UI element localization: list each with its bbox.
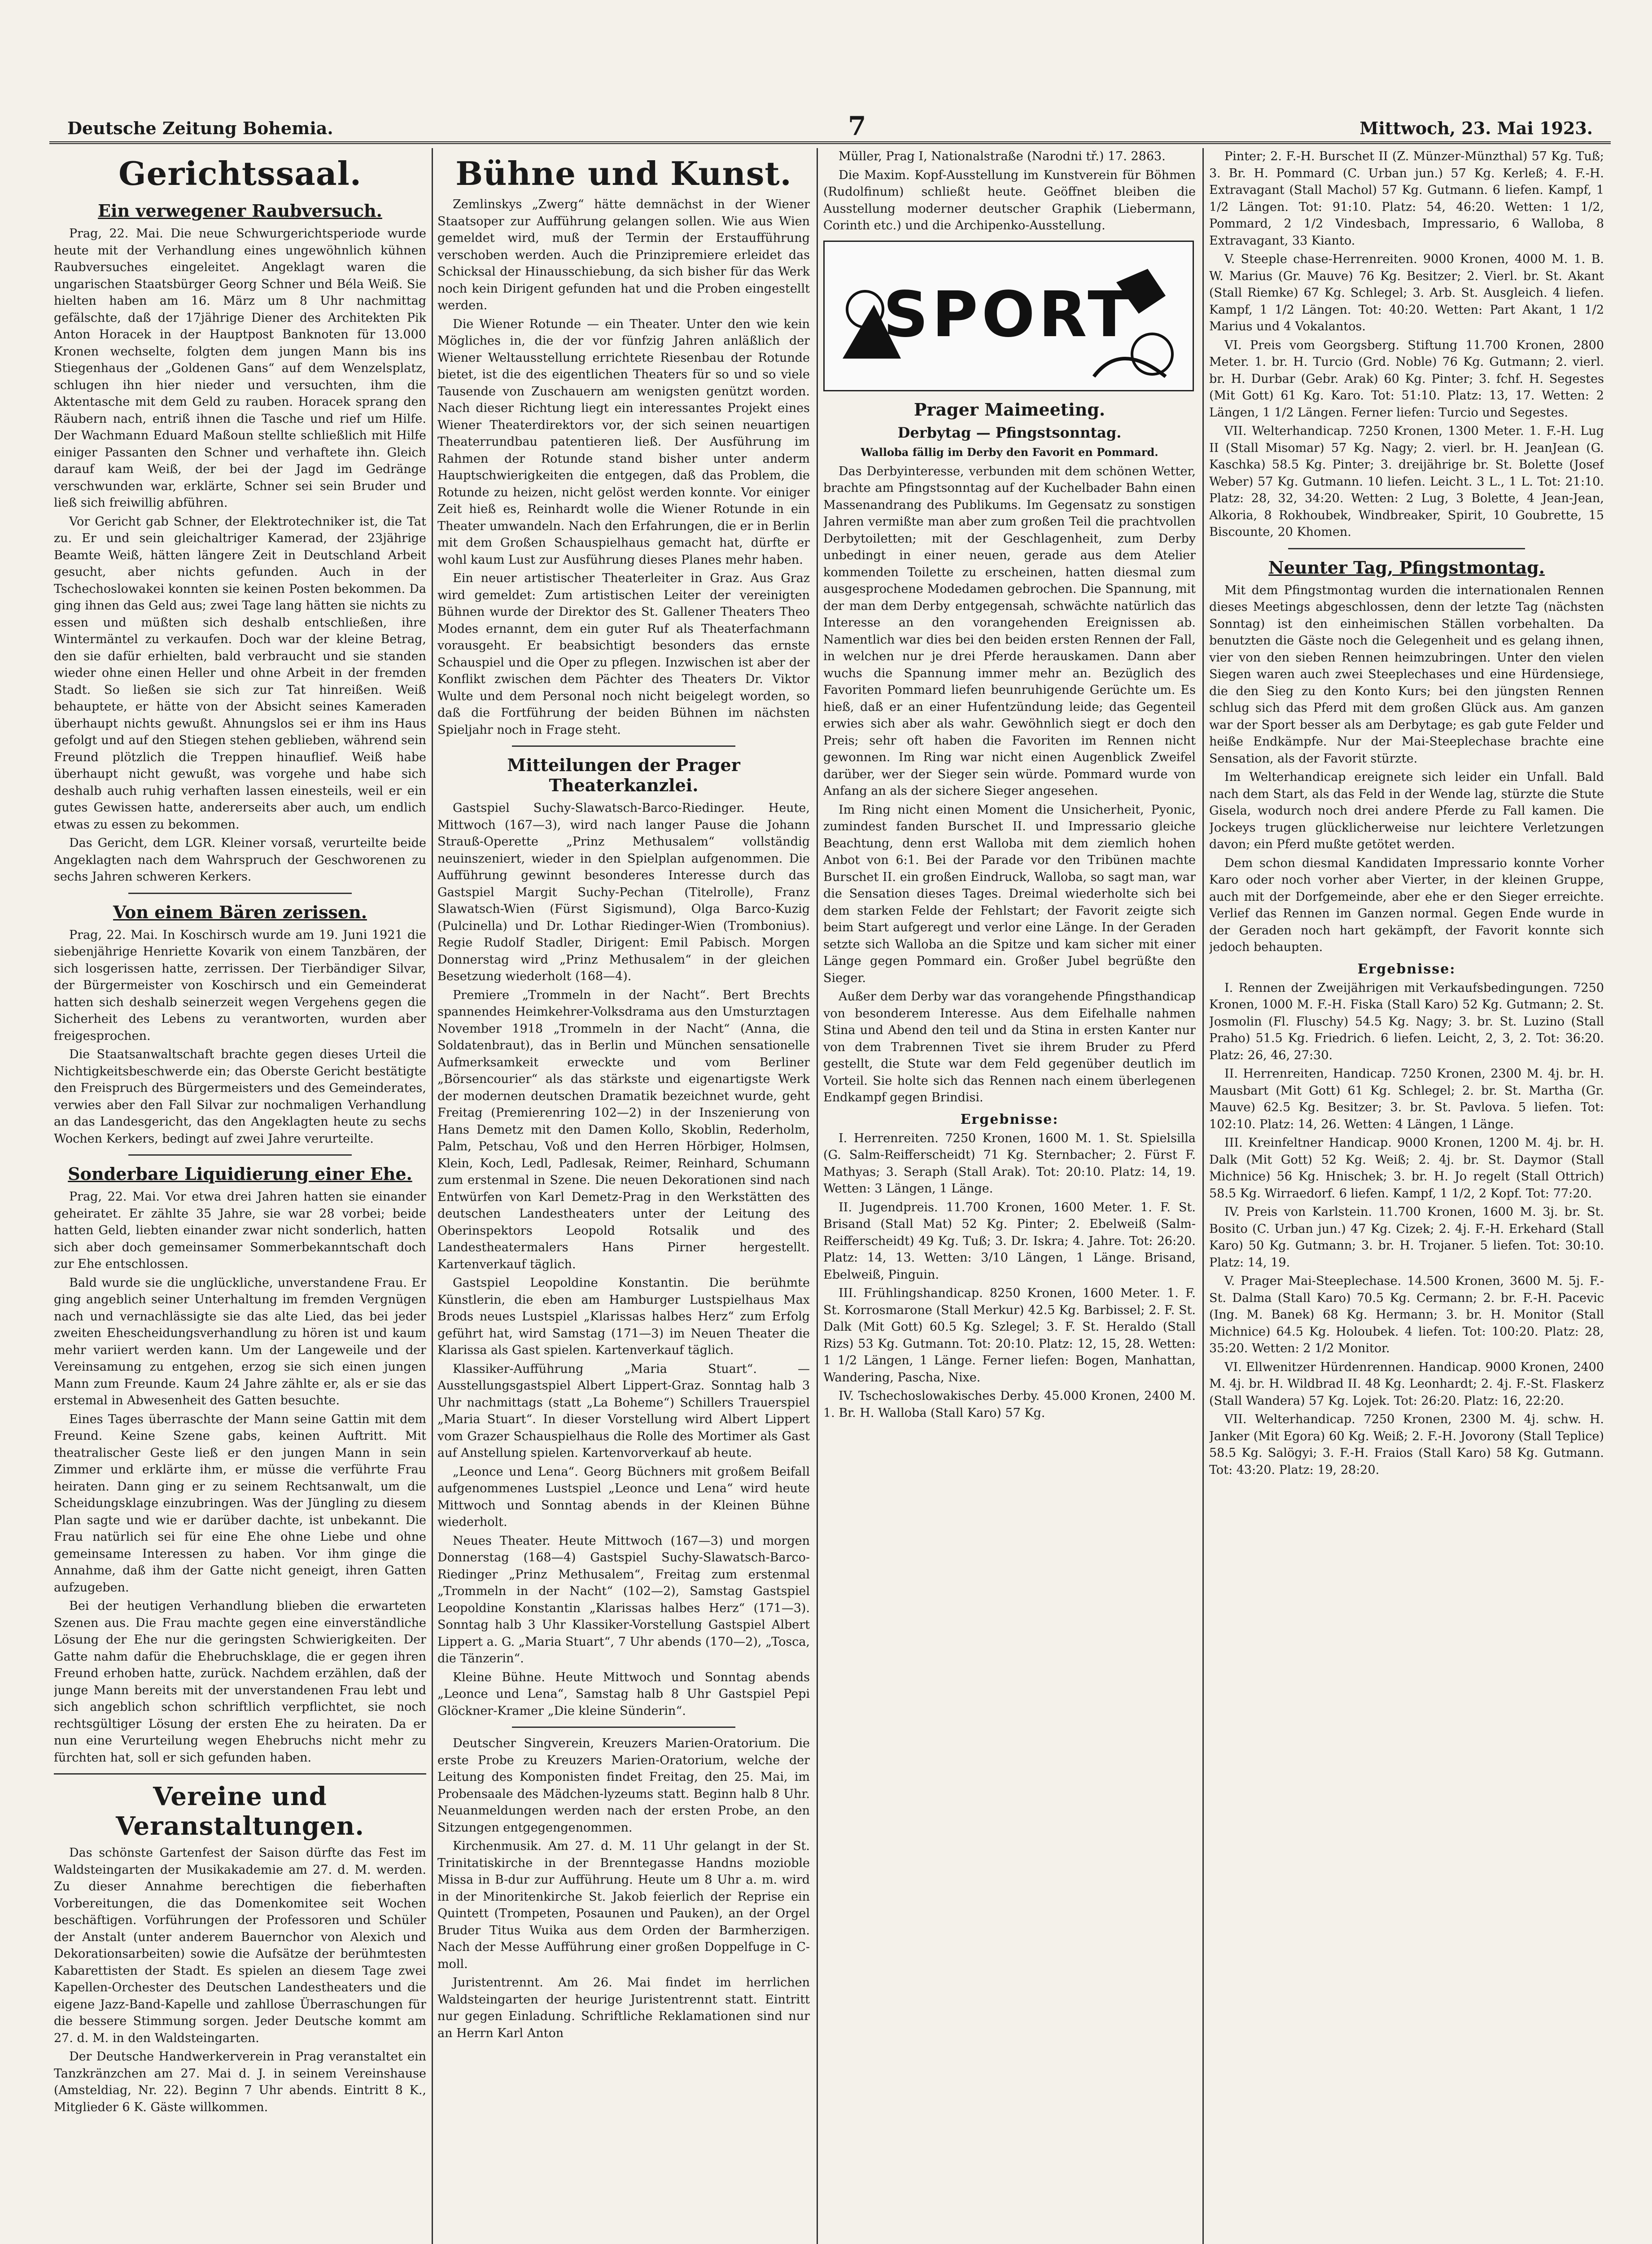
article-title: Neunter Tag, Pfingstmontag. — [1268, 557, 1545, 578]
newspaper-name: Deutsche Zeitung Bohemia. — [67, 118, 333, 138]
article-paragraph: Eines Tages überraschte der Mann seine Gattin mit dem Freund. Keine Szene gabs, keinen Auftritt. Mit theatralischer Geste ließ er den jungen Mann in sein Zimmer und erklärte ihm, er müsse die verführte Frau heiraten. Dann ging er zu seinem Rechtsanwalt, um die Scheidungsklage einzubringen. Was der Jüngling zu diesem Plan sagte und wie er darüber dachte, ist unbekannt. Die Frau natürlich sei für eine Ehe ohne Liebe und ohne gemeinsame Interessen zu haben. Vor ihm ginge die Annahme, daß ihm der Gatte nicht geneigt, ihren Gatten aufzugeben. — [54, 1412, 426, 1595]
sport-banner-drawing — [825, 242, 1193, 390]
article-paragraph: Im Welterhandicap ereignete sich leider ein Unfall. Bald nach dem Start, als das Feld in der Wende lag, stürzte die Stute Gisela, wodurch noch drei andere Pferde zu Fall kamen. Die Jockeys trugen glücklicherweise nur leichtere Verletzungen davon; ein Pferd mußte getötet werden. — [1209, 770, 1604, 851]
race-result: V. Steeple chase-Herrenreiten. 9000 Kronen, 4000 M. 1. B. W. Marius (Gr. Mauve) 76 Kg. Besitzer; 2. Vierl. br. St. Akant (Stall Riemke) 67 Kg. Schlegel; 3. Arb. St. Ausgleich. 4 liefen. Kampf, 1 1/2 Längen. Tot: 40:20. Wetten: Part Akant, 1 1/2 Marius und 4 Vokalantos. — [1209, 252, 1604, 333]
divider — [512, 745, 735, 747]
article-title: Sonderbare Liquidierung einer Ehe. — [68, 1164, 412, 1184]
divider — [512, 1727, 735, 1728]
article-paragraph: „Leonce und Lena“. Georg Büchners mit großem Beifall aufgenommenes Lustspiel „Leonce und Lena“ wird heute Mittwoch und Sonntag abends in der Kleinen Bühne wiederholt. — [437, 1464, 810, 1529]
article-kicker: Walloba fällig im Derby den Favorit en Pommard. — [861, 445, 1158, 459]
article-paragraph: Premiere „Trommeln in der Nacht“. Bert Brechts spannendes Heimkehrer-Volksdrama aus den Umsturztagen November 1918 „Trommeln in der Nacht“ (Anna, die Soldatenbraut), das in Berlin und München sensationelle Aufmerksamkeit erweckte und vom Berliner „Börsencourier“ als das stärkste und eigenartigste Werk der modernen deutschen Dramatik bezeichnet wurde, geht Freitag (Premierenring 102—2) in der Inszenierung von Hans Demetz mit den Damen Kollo, Skoblin, Rederholm, Palm, Petschau, Voß und den Herren Hörbiger, Holmsen, Klein, Koch, Ledl, Padlesak, Reimer, Reinhard, Schumann zum erstenmal in Szene. Die neuen Dekorationen sind nach Entwürfen von Karl Demetz-Prag in den Werkstätten des deutschen Landestheaters unter der Leitung des Oberinspektors Leopold Rotsalik und des Landestheatermalers Hans Pirner hergestellt. Kartenverkauf täglich. — [437, 988, 810, 1271]
divider — [1288, 548, 1525, 549]
race-result: VII. Welterhandicap. 7250 Kronen, 1300 Meter. 1. F.-H. Lug II (Stall Misomar) 57 Kg. Nagy; 2. vierl. br. H. JeanJean (G. Kaschka) 58.5 Kg. Pinter; 3. dreijährige br. St. Bolette (Josef Weber) 57 Kg. Gutmann. 10 liefen. Leicht. 3 L., 1 L. Tot: 21:10. Platz: 28, 32, 34:20. Wetten: 2 Lug, 3 Bolette, 4 Jean-Jean, Alkoria, 8 Rokhoubek, Windbreaker, Spirit, 10 Goubrette, 15 Biscounte, 20 Khomen. — [1209, 424, 1604, 539]
article-paragraph: Die Wiener Rotunde — ein Theater. Unter den wie kein Mögliches in, die der vor fünfzig Jahren anläßlich der Wiener Weltausstellung errichtete Riesenbau der Rotunde bietet, ist die des eigentlichen Theaters für so und so viele Tausende von Zuschauern am wenigsten genützt worden. Nach dieser Richtung liegt ein interessantes Projekt eines Wiener Theaterdirektors vor, der sich seinen neuartigen Theaterrundbau patentieren ließ. Der Ausführung im Rahmen der Rotunde stand bisher unter anderm Hauptschwierigkeiten die entgegen, daß das Problem, die Rotunde zu heizen, nicht gelöst werden konnte. Vor einiger Zeit hieß es, Reinhardt wolle die Wiener Rotunde in ein Theater umwandeln. Nach den Erfahrungen, die er in Berlin mit dem Großen Schauspielhaus gemacht hat, dürfte er wohl kaum Lust zur Ausführung dieses Planes mehr haben. — [437, 317, 810, 567]
article-paragraph: Die Maxim. Kopf-Ausstellung im Kunstverein für Böhmen (Rudolfinum) schließt heute. Geöffnet bleiben die Ausstellung moderner deutscher Graphik (Liebermann, Corinth etc.) und die Archipenko-Ausstellung. — [823, 168, 1196, 232]
article-paragraph: Das Gericht, dem LGR. Kleiner vorsaß, verurteilte beide Angeklagten nach dem Wahrspruch der Geschworenen zu sechs Jahren schweren Kerkers. — [54, 836, 426, 884]
divider — [128, 1154, 352, 1156]
article-paragraph: Gastspiel Suchy-Slawatsch-Barco-Riedinger. Heute, Mittwoch (167—3), wird nach langer Pause die Johann Strauß-Operette „Prinz Methusalem“ vollständig neuinszeniert, wieder in den Spielplan aufgenommen. Die Aufführung gewinnt besonderes Interesse durch das Gastspiel Margit Suchy-Pechan (Titelrolle), Franz Slawatsch-Wien (Fürst Sigismund), Olga Barco-Kuzig (Pulcinella) und Dr. Lothar Riedinger-Wien (Trombonius). Regie Rudolf Stadler, Dirigent: Emil Pabisch. Morgen Donnerstag wird „Prinz Methusalem“ in der gleichen Besetzung wiederholt (168—4). — [437, 801, 810, 983]
results-heading: Ergebnisse: — [960, 1111, 1059, 1127]
page-header — [49, 110, 1611, 144]
page-number: 7 — [848, 111, 866, 141]
article-paragraph: Zemlinskys „Zwerg“ hätte demnächst in der Wiener Staatsoper zur Aufführung gelangen sollen. Wie aus Wien gemeldet wird, muß der Termin der Erstaufführung verschoben werden. Auch die Prinzipremiere erleidet das Schicksal der Hinausschiebung, da sich bisher für das Werk noch kein Dirigent gefunden hat und die Proben eingestellt werden. — [437, 197, 810, 312]
column-sport-results — [1209, 148, 1604, 2244]
column-courtroom — [54, 148, 426, 2244]
article-paragraph: Klassiker-Aufführung „Maria Stuart“. — Ausstellungsgastspiel Albert Lippert-Graz. Sonntag halb 3 Uhr nachmittags (statt „La Boheme“) Schillers Trauerspiel „Maria Stuart“. In dieser Vorstellung wird Albert Lippert vom Grazer Schauspielhaus die Rolle des Mortimer als Gast auf Anstellung spielen. Kartenvorverkauf ab heute. — [437, 1362, 810, 1460]
section-title-courtroom: Gerichtssaal. — [118, 154, 362, 193]
article-paragraph: Das schönste Gartenfest der Saison dürfte das Fest im Waldsteingarten der Musikakademie am 27. d. M. werden. Zu dieser Annahme berechtigen die fieberhaften Vorbereitungen, die das Domenkomitee seit Wochen beschäftigen. Vorführungen der Professoren und Schüler der Anstalt (unter anderem Bauernchor von Alexich und Dekorationsarbeiten) sowie die Aufsätze der berühmtesten Kabarettisten der Stadt. Es spielen an diesem Tage zwei Kapellen-Orchester des Deutschen Landestheaters und die eigene Jazz-Band-Kapelle und zahllose Überraschungen für die bessere Stimmung sorgen. Jeder Deutsche kommt am 27. d. M. in den Waldsteingarten. — [54, 1846, 426, 2045]
article-paragraph: Gastspiel Leopoldine Konstantin. Die berühmte Künstlerin, die eben am Hamburger Lustspielhaus Max Brods neues Lustspiel „Klarissas halbes Herz“ zum Erfolg geführt hat, wird Samstag (171—3) im Neuen Theater die Klarissa als Gast spielen. Kartenverkauf täglich. — [437, 1276, 810, 1357]
race-result: VI. Ellwenitzer Hürdenrennen. Handicap. 9000 Kronen, 2400 M. 4j. br. H. Wildbrad II. 48 Kg. Leonhardt; 2. 4j. F.-St. Flaskerz (Stall Wandera) 57 Kg. Lojek. Tot: 26:20. Platz: 16, 22:20. — [1209, 1360, 1604, 1408]
article-paragraph: Außer dem Derby war das vorangehende Pfingsthandicap von besonderem Interesse. Aus dem Eifelhalle nahmen Stina und Abend den teil und da Stina in ersten Kanter nur von dem Trabrennen Tivet sie ihrem Bruder zu Pferd gestellt, die Stute war dem Feld gegenüber deutlich im Vorteil. Sie holte sich das Rennen nach einem überlegenen Endkampf gegen Brindisi. — [823, 990, 1196, 1104]
article-paragraph: Vor Gericht gab Schner, der Elektrotechniker ist, die Tat zu. Er und sein gleichaltriger Kamerad, der 23jährige Beamte Weiß, hätten längere Zeit in Deutschland Arbeit gesucht, aber nichts gefunden. Auch in der Tschechoslowakei konnten sie keinen Posten bekommen. Da ging ihnen das Geld aus; zwei Tage lang hätten sie nichts zu essen und müßten sich deshalb entschließen, ihre Wintermäntel zu verkaufen. Doch war der kleine Betrag, den sie dafür erhielten, bald verbraucht und sie standen wieder ohne einen Heller und ohne Arbeit in der fremden Stadt. So ließen sie sich zur Tat hinreißen. Weiß behauptete, er hätte von der Absicht seines Kameraden überhaupt nichts gewußt. Ahnungslos sei er ihm ins Haus gefolgt und auf den Stiegen stehen geblieben, während sein Freund plötzlich die Treppen hinauflief. Weiß habe überhaupt nicht gewußt, was vorgehe und habe sich deshalb auch ruhig verhaften lassen einesteils, weil er ein gutes Gewissen hatte, andererseits aber auch, um endlich etwas zu essen zu bekommen. — [54, 514, 426, 832]
race-result: III. Kreinfeltner Handicap. 9000 Kronen, 1200 M. 4j. br. H. Dalk (Mit Gott) 52 Kg. Weiß; 2. 4j. br. St. Daymor (Stall Michnice) 56 Kg. Hnischek; 3. br. H. Jo regelt (Stall Ottrich) 58.5 Kg. Wirraedorf. 6 liefen. Kampf, 1 1/2, 2 Kopf. Tot: 77:20. — [1209, 1136, 1604, 1201]
article-paragraph: Bei der heutigen Verhandlung blieben die erwarteten Szenen aus. Die Frau machte gegen eine einverständliche Lösung der Ehe nur die geringsten Schwierigkeiten. Der Gatte nahm dafür die Ehebruchsklage, die er gegen ihren Freund erhoben hatte, zurück. Nachdem erzählen, daß der junge Mann bereits mit der unverstandenen Frau lebt und sich angeblich schon schriftlich verpflichtet, sie noch rechtsgültiger Lösung der ersten Ehe zu heiraten. Da er nun eine Verurteilung wegen Ehebruchs nicht mehr zu fürchten hat, soll er sich gefunden haben. — [54, 1599, 426, 1765]
article-paragraph: Neues Theater. Heute Mittwoch (167—3) und morgen Donnerstag (168—4) Gastspiel Suchy-Slawatsch-Barco-Riedinger „Prinz Methusalem“, Freitag zum erstenmal „Trommeln in der Nacht“ (102—2), Samstag Gastspiel Leopoldine Konstantin „Klarissas halbes Herz“ (171—3). Sonntag halb 3 Uhr Klassiker-Vorstellung Gastspiel Albert Lippert a. G. „Maria Stuart“, 7 Uhr abends (170—2), „Tosca, die Tänzerin“. — [437, 1534, 810, 1665]
article-subtitle: Derbytag — Pfingstsonntag. — [897, 424, 1122, 441]
divider — [54, 1773, 426, 1775]
article-paragraph: Kleine Bühne. Heute Mittwoch und Sonntag abends „Leonce und Lena“, Samstag halb 8 Uhr Gastspiel Pepi Glöckner-Kramer „Die kleine Sünderin“. — [437, 1670, 810, 1718]
article-paragraph: Prag, 22. Mai. In Koschirsch wurde am 19. Juni 1921 die siebenjährige Henriette Kovarik von einem Tanzbären, der sich losgerissen hatte, zerrissen. Der Tierbändiger Silvar, der Bürgermeister von Koschirsch und ein Gemeinderat hatten sich deshalb seinerzeit wegen Vergehens gegen die Sicherheit des Lebens zu verantworten, wurden aber freigesprochen. — [54, 928, 426, 1043]
results-heading: Ergebnisse: — [1357, 961, 1456, 977]
column-theatre — [437, 148, 810, 2244]
race-result: II. Herrenreiten, Handicap. 7250 Kronen, 2300 M. 4j. br. H. Mausbart (Mit Gott) 61 Kg. Schlegel; 2. br. St. Martha (Gr. Mauve) 62.5 Kg. Besitzer; 3. br. St. Pavlova. 5 liefen. Tot: 102:10. Platz: 14, 26. Wetten: 4 Längen, 1 Länge. — [1209, 1067, 1604, 1131]
divider — [128, 893, 352, 894]
article-paragraph: Das Derbyinteresse, verbunden mit dem schönen Wetter, brachte am Pfingstsonntag auf der Kuchelbader Bahn einen Massenandrang des Publikums. Im Gegensatz zu sonstigen Jahren vermißte man aber zum großen Teil die prachtvollen Derbytoiletten; mit der Geschlagenheit, zum Derby unbedingt in einer neuen, gerade aus dem Atelier kommenden Toilette zu erscheinen, hatten diesmal zum ausgesprochene Modedamen gebrochen. Die Spannung, mit der man dem Derby entgegensah, schwächte natürlich das Interesse an den vorangehenden Ereignissen ab. Namentlich war dies bei den beiden ersten Rennen der Fall, in welchen nur je drei Pferde herauskamen. Dann aber wuchs die Spannung immer mehr an. Bezüglich des Favoriten Pommard liefen beunruhigende Gerüchte um. Es hieß, daß er an einer Hufentzündung leide; das Gegenteil erwies sich aber als wahr. Gewöhnlich siegt er doch den Preis; sehr oft haben die Favoriten im Rennen nicht gewonnen. Im Ring war nicht einen Augenblick Zweifel darüber, wer der Sieger sein würde. Pommard wurde von Anfang an als der sichere Sieger angesehen. — [823, 464, 1196, 798]
article-paragraph: Müller, Prag I, Nationalstraße (Narodni tř.) 17. 2863. — [839, 149, 1166, 163]
race-result: IV. Tschechoslowakisches Derby. 45.000 Kronen, 2400 M. 1. Br. H. Walloba (Stall Karo) 57 Kg. — [823, 1389, 1196, 1420]
article-title: Mitteilungen der Prager Theaterkanzlei. — [507, 755, 740, 795]
article-paragraph: Prag, 22. Mai. Vor etwa drei Jahren hatten sie einander geheiratet. Er zählte 35 Jahre, sie war 28 vorbei; beide hatten Geld, liebten einander zwar nicht sonderlich, hatten sich aber doch gemeinsamer Sommerbekanntschaft doch zur Ehe entschlossen. — [54, 1190, 426, 1271]
article-paragraph: Die Staatsanwaltschaft brachte gegen dieses Urteil die Nichtigkeitsbeschwerde ein; das Oberste Gericht bestätigte den Freispruch des Bürgermeisters und des Gemeinderates, verwies aber den Fall Silvar zur nochmaligen Verhandlung an das Landesgericht, das den Angeklagten heute zu sechs Wochen Kerkers, bedingt auf zwei Jahre verurteilte. — [54, 1047, 426, 1146]
article-paragraph: Juristentrennt. Am 26. Mai findet im herrlichen Waldsteingarten der heurige Juristentrennt statt. Eintritt nur gegen Einladung. Schriftliche Reklamationen sind nur an Herrn Karl Anton — [437, 1976, 810, 2040]
article-paragraph: Im Ring nicht einen Moment die Unsicherheit, Pyonic, zumindest fanden Burschet II. und Impressario gleiche Beachtung, denn erst Walloba mit dem ziemlich hohen Anbot von 6:1. Bei der Parade vor den Tribünen machte Burschet II. ein großen Eindruck, Walloba, so sagt man, war die Sensation dieses Tages. Dreimal wiederholte sich bei dem starken Felde der Fehlstart; der Favorit zeigte sich beim Start aufgeregt und verlor eine Länge. In der Geraden setzte sich Walloba an die Spitze und kam sicher mit einer Länge gegen Pommard ein. Großer Jubel begrüßte den Sieger. — [823, 802, 1196, 985]
race-result: Pinter; 2. F.-H. Burschet II (Z. Münzer-Münzthal) 57 Kg. Tuß; 3. Br. H. Pommard (C. Urban jun.) 57 Kg. Kerleß; 4. F.-H. Extravagant (Stall Machol) 57 Kg. Gutmann. 6 liefen. Kampf, 1 1/2 Längen. Tot: 91:10. Platz: 54, 46:20. Wetten: 1 1/2, Pommard, 2 1/2 Vindesbach, Impressario, 6 Walloba, 8 Extravagant, 33 Kianto. — [1209, 149, 1604, 248]
race-result: I. Herrenreiten. 7250 Kronen, 1600 M. 1. St. Spielsilla (G. Salm-Reifferscheidt) 71 Kg. Sternbacher; 2. Fürst F. Mathyas; 3. Seraph (Stall Arak). Tot: 20:10. Platz: 14, 19. Wetten: 3 Längen, 1 Länge. — [823, 1131, 1196, 1196]
column-rule — [432, 148, 433, 2244]
race-result: VII. Welterhandicap. 7250 Kronen, 2300 M. 4j. schw. H. Janker (Mit Egora) 60 Kg. Weiß; 2. F.-H. Jovorony (Stall Teplice) 58.5 Kg. Salögyi; 3. F.-H. Fraios (Stall Karo) 58 Kg. Gutmann. Tot: 43:20. Platz: 19, 28:20. — [1209, 1412, 1604, 1477]
sport-banner-text: SPORT — [883, 278, 1134, 351]
article-paragraph: Dem schon diesmal Kandidaten Impressario konnte Vorher Karo oder noch vorher aber Vierter, in der kleinen Gruppe, auch mit der Dorfgemeinde, aber ehe er den Sieger erreichte. Verlief das Rennen im Ganzen normal. Gegen Ende wurde in der Geraden noch hart gekämpft, der Favorit konnte sich jedoch behaupten. — [1209, 856, 1604, 954]
race-result: I. Rennen der Zweijährigen mit Verkaufsbedingungen. 7250 Kronen, 1000 M. F.-H. Fiska (Stall Karo) 52 Kg. Gutmann; 2. St. Josmolin (Fl. Fluschy) 54.5 Kg. Nagy; 3. br. St. Luzino (Stall Praho) 51.5 Kg. Friedrich. 6 liefen. Leicht, 2, 3, 2. Tot: 36:20. Platz: 26, 46, 27:30. — [1209, 981, 1604, 1062]
race-result: VI. Preis vom Georgsberg. Stiftung 11.700 Kronen, 2800 Meter. 1. br. H. Turcio (Grd. Noble) 76 Kg. Gutmann; 2. vierl. br. H. Durbar (Gebr. Arak) 60 Kg. Pinter; 3. fchf. H. Segestes (Mit Gott) 61 Kg. Karo. Tot: 51:10. Platz: 13, 17. Wetten: 2 Längen, 1 1/2 Längen. Ferner liefen: Turcio und Segestes. — [1209, 338, 1604, 420]
article-title: Ein verwegener Raubversuch. — [98, 201, 382, 221]
article-paragraph: Bald wurde sie die unglückliche, unverstandene Frau. Er ging angeblich seiner Unterhaltung im fremden Vergnügen nach und vernachlässigte sie das alte Lied, das bei jeder zweiten Ehescheidungsverhandlung zu hören ist und kaum mehr variiert werden kann. Um der Langeweile und der Vereinsamung zu entgehen, erzog sie sich einen jungen Mann zum Freunde. Kaum 24 Jahre zählte er, als er sie das erstemal in Abwesenheit des Gatten besuchte. — [54, 1275, 426, 1407]
article-paragraph: Ein neuer artistischer Theaterleiter in Graz. Aus Graz wird gemeldet: Zum artistischen Leiter der vereinigten Bühnen wurde der Direktor des St. Gallener Theaters Theo Modes ernannt, dem ein guter Ruf als Theaterfachmann vorausgeht. Er beabsichtigt besonders das ernste Schauspiel und die Oper zu pflegen. Inzwischen ist aber der Konflikt zwischen dem Pächter des Theaters Dr. Viktor Wulte und dem Personal noch nicht beigelegt worden, so daß die Fortführung der beiden Bühnen im nächsten Spieljahr noch in Frage steht. — [437, 571, 810, 737]
section-title-theatre: Bühne und Kunst. — [455, 154, 792, 193]
article-paragraph: Prag, 22. Mai. Die neue Schwurgerichtsperiode wurde heute mit der Verhandlung eines ungewöhnlich kühnen Raubversuches eingeleitet. Angeklagt waren die ungarischen Staatsbürger Georg Schner und Béla Weiß. Sie hielten haben am 16. März um 8 Uhr nachmittag gefälschte, daß der 17jährige Diener des Architekten Pik Anton Horacek in der Hauptpost Banknoten für 13.000 Kronen wechselte, folgten dem jungen Mann bis ins Stiegenhaus der „Goldenen Gans“ auf dem Wenzelsplatz, schlugen ihn hier nieder und versuchten, ihm die Aktentasche mit dem Geld zu rauben. Horacek sprang den Räubern nach, entriß ihnen die Tasche und rief um Hilfe. Der Wachmann Eduard Maßoun stellte schließlich mit Hilfe einiger Passanten den Schner und verhaftete ihn. Gleich darauf kam Weiß, der bei der Jagd im Gedränge verschwunden war, erklärte, Schner sei sein Bruder und ließ sich freiwillig abführen. — [54, 227, 426, 510]
race-result: II. Jugendpreis. 11.700 Kronen, 1600 Meter. 1. F. St. Brisand (Stall Mat) 52 Kg. Pinter; 2. Ebelweiß (Salm-Reifferscheidt) 49 Kg. Tuß; 3. Dr. Iskra; 4. Jahre. Tot: 26:20. Platz: 14, 13. Wetten: 3/10 Längen, 1 Länge. Brisand, Ebelweiß, Pinguin. — [823, 1200, 1196, 1282]
article-paragraph: Der Deutsche Handwerkerverein in Prag veranstaltet ein Tanzkränzchen am 27. Mai d. J. in seinem Vereinshause (Amsteldiag, Nr. 22). Beginn 7 Uhr abends. Eintritt 8 K., Mitglieder 6 K. Gäste willkommen. — [54, 2050, 426, 2114]
sport-banner-illustration — [823, 241, 1194, 391]
article-paragraph: Mit dem Pfingstmontag wurden die internationalen Rennen dieses Meetings abgeschlossen, denn der letzte Tag (nächsten Sonntag) ist den einheimischen Ställen vorbehalten. Da benutzten die Gäste noch die Gelegenheit und es gelang ihnen, vier von den sieben Rennen heimzubringen. Unter den vielen Siegen waren auch zwei Steeplechases und eine Hürdensiege, die den Sieg zu den Konto Kurs; bei den jüngsten Rennen schlug sich das Pferd mit dem großen Glück aus. Am ganzen war der Sport besser als am Derbytage; es gab gute Felder und heiße Endkämpfe. Nur der Mai-Steeplechase brachte eine Sensation, als der Favorit stürzte. — [1209, 583, 1604, 766]
column-rule — [817, 148, 818, 2244]
article-title: Von einem Bären zerissen. — [113, 902, 367, 922]
section-title-events: Vereine und Veranstaltungen. — [116, 1782, 364, 1841]
race-result: V. Prager Mai-Steeplechase. 14.500 Kronen, 3600 M. 5j. F.-St. Dalma (Stall Karo) 70.5 Kg. Cermann; 2. br. F.-H. Pacevic (Ing. M. Banek) 68 Kg. Hermann; 3. br. H. Monitor (Stall Michnice) 64.5 Kg. Holoubek. 4 liefen. Tot: 100:20. Platz: 28, 35:20. Wetten: 2 1/2 Monitor. — [1209, 1274, 1604, 1355]
race-result: III. Frühlingshandicap. 8250 Kronen, 1600 Meter. 1. F. St. Korrosmarone (Stall Merkur) 42.5 Kg. Barbissel; 2. F. St. Dalk (Mit Gott) 60.5 Kg. Szlegel; 3. F. St. Heraldo (Stall Rizs) 53 Kg. Gutmann. Tot: 20:10. Platz: 12, 15, 28. Wetten: 1 1/2 Längen, 1 Länge. Ferner liefen: Bogen, Manhattan, Wandering, Pascha, Nixe. — [823, 1286, 1196, 1385]
article-paragraph: Deutscher Singverein, Kreuzers Marien-Oratorium. Die erste Probe zu Kreuzers Marien-Oratorium, welche der Leitung des Komponisten findet Freitag, den 25. Mai, im Probensaale des Mädchen-lyzeums statt. Beginn halb 8 Uhr. Neuanmeldungen werden nach der ersten Probe, an den Sitzungen entgegengenommen. — [437, 1736, 810, 1835]
article-title: Prager Maimeeting. — [913, 399, 1106, 420]
column-rule — [1202, 148, 1204, 2244]
article-paragraph: Kirchenmusik. Am 27. d. M. 11 Uhr gelangt in der St. Trinitatiskirche in der Brenntegasse Handns mozioble Missa in B-dur zur Aufführung. Heute um 8 Uhr a. m. wird in der Minoritenkirche St. Jakob feierlich der Reprise ein Quintett (Trompeten, Posaunen und Pauken), an der Orgel Bruder Titus Wuika aus dem Orden der Barmherzigen. Nach der Messe Aufführung einer großen Doppelfuge in C-moll. — [437, 1839, 810, 1971]
column-sport — [823, 148, 1196, 2244]
issue-date: Mittwoch, 23. Mai 1923. — [1359, 118, 1593, 138]
race-result: IV. Preis von Karlstein. 11.700 Kronen, 1600 M. 3j. br. St. Bosito (C. Urban jun.) 47 Kg. Cizek; 2. 4j. F.-H. Erkehard (Stall Karo) 50 Kg. Gutmann; 3. br. H. Trojaner. 5 liefen. Tot: 30:10. Platz: 14, 19. — [1209, 1205, 1604, 1270]
